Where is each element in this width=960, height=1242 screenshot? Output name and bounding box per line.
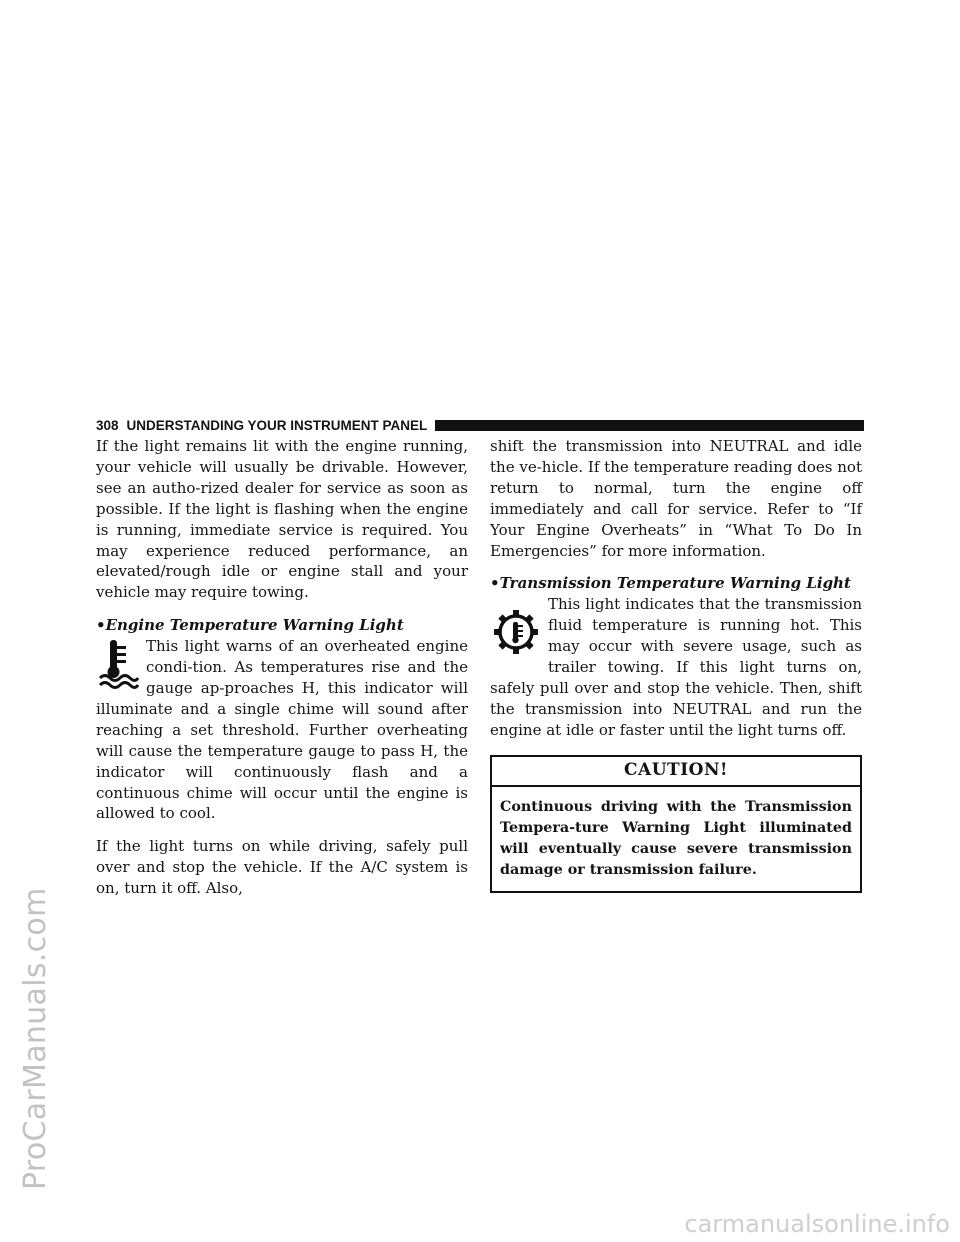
caution-box (490, 755, 862, 893)
paragraph-shift-neutral: shift the transmission into NEUTRAL and idle the ve-hicle. If the temperature reading does not return to normal, turn the engine off immediately and call for service. Refer to “If Your Engine Overheats” in “What To Do In Emergencies” for more information. (490, 437, 862, 560)
header-rule (435, 420, 864, 431)
bullet-dot: • (96, 616, 106, 635)
engine-temp-bullet-title: •Engine Temperature Warning Light (96, 616, 404, 635)
transmission-temp-description (490, 594, 862, 740)
side-watermark: ProCarManuals.com (18, 887, 53, 1190)
transmission-temp-body: This light indicates that the transmission fluid temperature is running hot. This may occur with severe usage, such as trailer towing. If this light turns on, safely pull over and stop the vehicle. Then, shift the transmission into NEUTRAL and run the engine at idle or faster until the light turns off. (490, 595, 862, 739)
section-title: UNDERSTANDING YOUR INSTRUMENT PANEL (126, 417, 428, 433)
engine-temperature-icon (96, 636, 140, 694)
right-column (490, 436, 862, 893)
page-number: 308 (96, 417, 119, 433)
bullet-dot: • (490, 574, 500, 593)
transmission-temperature-icon (490, 594, 542, 670)
paragraph-light-turns-on: If the light turns on while driving, safely pull over and stop the vehicle. If the A/C system is on, turn it off. Also, (96, 837, 468, 898)
transmission-temp-bullet-title: •Transmission Temperature Warning Light (490, 574, 851, 593)
page-header (96, 415, 864, 435)
caution-body: Continuous driving with the Transmission Tempera-ture Warning Light illuminated will eventually cause severe transmission damage or transmission failure. (500, 798, 852, 878)
engine-temp-body: This light warns of an overheated engine condi-tion. As temperatures rise and the gauge ap-proaches H, this indicator will illuminate and a single chime will sound after reaching a set threshold. Further overheating will cause the temperature gauge to pass H, the indicator will continuously flash and a continuous chime will occur until the engine is allowed to cool. (96, 637, 468, 823)
engine-temp-description (96, 636, 468, 824)
paragraph-light-remains-lit: If the light remains lit with the engine running, your vehicle will usually be drivable. However, see an autho-rized dealer for service as soon as possible. If the light is flashing when the engine is running, immediate service is required. You may experience reduced performance, an elevated/rough idle or engine stall and your vehicle may require towing. (96, 437, 468, 602)
bottom-watermark: carmanualsonline.info (684, 1210, 950, 1238)
left-column (96, 436, 468, 911)
caution-title: CAUTION! (492, 757, 860, 787)
